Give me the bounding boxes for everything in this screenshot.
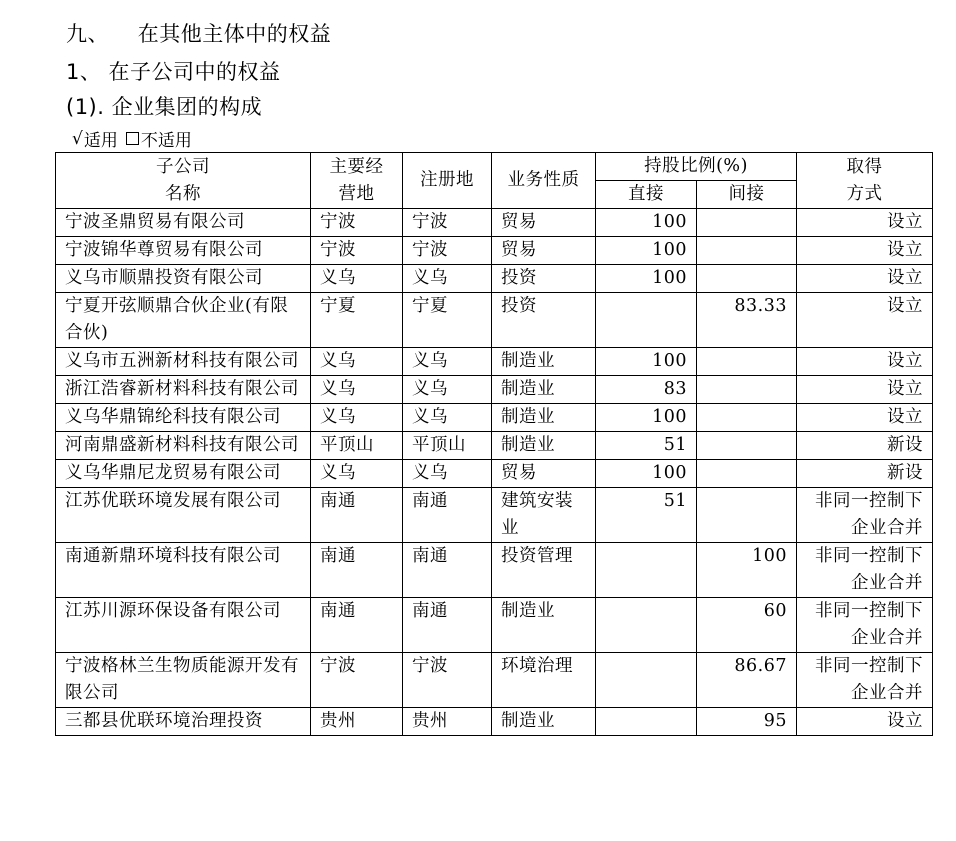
cell-indirect-ratio: 83.33 [697, 293, 797, 348]
cell-direct-ratio: 51 [596, 488, 697, 543]
cell-indirect-ratio [697, 432, 797, 460]
cell-acquisition-method: 设立 [797, 293, 933, 348]
cell-direct-ratio: 100 [596, 348, 697, 376]
cell-subsidiary-name: 义乌市顺鼎投资有限公司 [56, 265, 311, 293]
cell-indirect-ratio [697, 488, 797, 543]
cell-indirect-ratio: 86.67 [697, 653, 797, 708]
cell-acquisition-method: 设立 [797, 348, 933, 376]
cell-acquisition-method: 非同一控制下企业合并 [797, 653, 933, 708]
cell-registered-place: 义乌 [403, 265, 492, 293]
cell-business-nature: 贸易 [492, 237, 596, 265]
unchecked-box-icon [126, 132, 139, 145]
cell-indirect-ratio [697, 348, 797, 376]
applicability-options [72, 126, 192, 151]
cell-business-nature: 投资管理 [492, 543, 596, 598]
cell-direct-ratio [596, 543, 697, 598]
table-row [56, 404, 933, 432]
cell-main-place: 宁波 [311, 237, 403, 265]
cell-direct-ratio: 100 [596, 209, 697, 237]
cell-subsidiary-name: 河南鼎盛新材料科技有限公司 [56, 432, 311, 460]
cell-acquisition-method: 设立 [797, 209, 933, 237]
cell-business-nature: 贸易 [492, 460, 596, 488]
cell-acquisition-method: 新设 [797, 432, 933, 460]
cell-indirect-ratio [697, 404, 797, 432]
table-row [56, 265, 933, 293]
table-row [56, 543, 933, 598]
cell-acquisition-method: 非同一控制下企业合并 [797, 598, 933, 653]
cell-direct-ratio: 100 [596, 460, 697, 488]
cell-registered-place: 南通 [403, 598, 492, 653]
cell-main-place: 南通 [311, 488, 403, 543]
cell-registered-place: 南通 [403, 543, 492, 598]
cell-business-nature: 制造业 [492, 404, 596, 432]
cell-main-place: 义乌 [311, 265, 403, 293]
cell-direct-ratio [596, 598, 697, 653]
subsidiaries-table [55, 152, 933, 736]
cell-acquisition-method: 非同一控制下企业合并 [797, 543, 933, 598]
applicable-label: 适用 [83, 131, 118, 151]
table-row [56, 708, 933, 736]
cell-main-place: 宁波 [311, 653, 403, 708]
cell-indirect-ratio [697, 237, 797, 265]
cell-registered-place: 贵州 [403, 708, 492, 736]
cell-business-nature: 建筑安装业 [492, 488, 596, 543]
cell-main-place: 南通 [311, 598, 403, 653]
cell-subsidiary-name: 南通新鼎环境科技有限公司 [56, 543, 311, 598]
cell-acquisition-method: 设立 [797, 237, 933, 265]
cell-direct-ratio: 100 [596, 265, 697, 293]
cell-subsidiary-name: 宁波圣鼎贸易有限公司 [56, 209, 311, 237]
cell-subsidiary-name: 义乌华鼎尼龙贸易有限公司 [56, 460, 311, 488]
cell-main-place: 宁波 [311, 209, 403, 237]
cell-subsidiary-name: 宁波锦华尊贸易有限公司 [56, 237, 311, 265]
cell-indirect-ratio: 100 [697, 543, 797, 598]
table-row [56, 432, 933, 460]
checkmark-icon: √ [72, 128, 83, 149]
cell-indirect-ratio [697, 376, 797, 404]
cell-direct-ratio [596, 708, 697, 736]
section-heading: 九、 在其他主体中的权益 [66, 22, 332, 46]
cell-acquisition-method: 新设 [797, 460, 933, 488]
cell-business-nature: 制造业 [492, 348, 596, 376]
cell-registered-place: 义乌 [403, 460, 492, 488]
not-applicable-label: 不适用 [140, 131, 192, 151]
cell-subsidiary-name: 义乌市五洲新材科技有限公司 [56, 348, 311, 376]
header-acquisition-method: 取得 方式 [797, 153, 933, 209]
cell-business-nature: 制造业 [492, 708, 596, 736]
table-row [56, 348, 933, 376]
cell-subsidiary-name: 江苏优联环境发展有限公司 [56, 488, 311, 543]
cell-main-place: 义乌 [311, 404, 403, 432]
header-main-place: 主要经 营地 [311, 153, 403, 209]
cell-subsidiary-name: 宁波格林兰生物质能源开发有限公司 [56, 653, 311, 708]
table-row [56, 653, 933, 708]
cell-indirect-ratio: 60 [697, 598, 797, 653]
cell-indirect-ratio [697, 460, 797, 488]
cell-registered-place: 义乌 [403, 404, 492, 432]
subsection-heading: 1、 在子公司中的权益 [66, 60, 281, 84]
cell-direct-ratio: 83 [596, 376, 697, 404]
cell-main-place: 义乌 [311, 460, 403, 488]
cell-business-nature: 制造业 [492, 376, 596, 404]
cell-direct-ratio [596, 293, 697, 348]
cell-indirect-ratio: 95 [697, 708, 797, 736]
header-direct: 直接 [596, 181, 697, 209]
cell-acquisition-method: 设立 [797, 265, 933, 293]
cell-business-nature: 制造业 [492, 598, 596, 653]
cell-subsidiary-name: 浙江浩睿新材料科技有限公司 [56, 376, 311, 404]
cell-registered-place: 宁波 [403, 653, 492, 708]
cell-direct-ratio [596, 653, 697, 708]
cell-business-nature: 制造业 [492, 432, 596, 460]
table-row [56, 293, 933, 348]
cell-registered-place: 南通 [403, 488, 492, 543]
cell-main-place: 平顶山 [311, 432, 403, 460]
cell-direct-ratio: 100 [596, 404, 697, 432]
header-shareholding-ratio: 持股比例(%) [596, 153, 797, 181]
cell-business-nature: 环境治理 [492, 653, 596, 708]
header-business-nature: 业务性质 [492, 153, 596, 209]
cell-main-place: 义乌 [311, 376, 403, 404]
cell-registered-place: 宁夏 [403, 293, 492, 348]
cell-indirect-ratio [697, 265, 797, 293]
cell-acquisition-method: 设立 [797, 376, 933, 404]
table-row [56, 488, 933, 543]
cell-subsidiary-name: 江苏川源环保设备有限公司 [56, 598, 311, 653]
cell-registered-place: 宁波 [403, 237, 492, 265]
table-row [56, 460, 933, 488]
item-heading: (1). 企业集团的构成 [66, 95, 263, 119]
cell-indirect-ratio [697, 209, 797, 237]
table-row [56, 209, 933, 237]
cell-main-place: 贵州 [311, 708, 403, 736]
header-subsidiary-name: 子公司 名称 [56, 153, 311, 209]
table-row [56, 376, 933, 404]
cell-subsidiary-name: 宁夏开弦顺鼎合伙企业(有限合伙) [56, 293, 311, 348]
table-row [56, 237, 933, 265]
cell-acquisition-method: 设立 [797, 708, 933, 736]
cell-main-place: 宁夏 [311, 293, 403, 348]
cell-business-nature: 投资 [492, 293, 596, 348]
cell-business-nature: 贸易 [492, 209, 596, 237]
table-row [56, 598, 933, 653]
cell-acquisition-method: 非同一控制下企业合并 [797, 488, 933, 543]
cell-registered-place: 义乌 [403, 348, 492, 376]
cell-subsidiary-name: 三都县优联环境治理投资 [56, 708, 311, 736]
cell-registered-place: 义乌 [403, 376, 492, 404]
header-registered-place: 注册地 [403, 153, 492, 209]
cell-acquisition-method: 设立 [797, 404, 933, 432]
cell-registered-place: 宁波 [403, 209, 492, 237]
cell-business-nature: 投资 [492, 265, 596, 293]
cell-registered-place: 平顶山 [403, 432, 492, 460]
cell-direct-ratio: 100 [596, 237, 697, 265]
header-indirect: 间接 [697, 181, 797, 209]
cell-main-place: 义乌 [311, 348, 403, 376]
cell-subsidiary-name: 义乌华鼎锦纶科技有限公司 [56, 404, 311, 432]
cell-direct-ratio: 51 [596, 432, 697, 460]
cell-main-place: 南通 [311, 543, 403, 598]
